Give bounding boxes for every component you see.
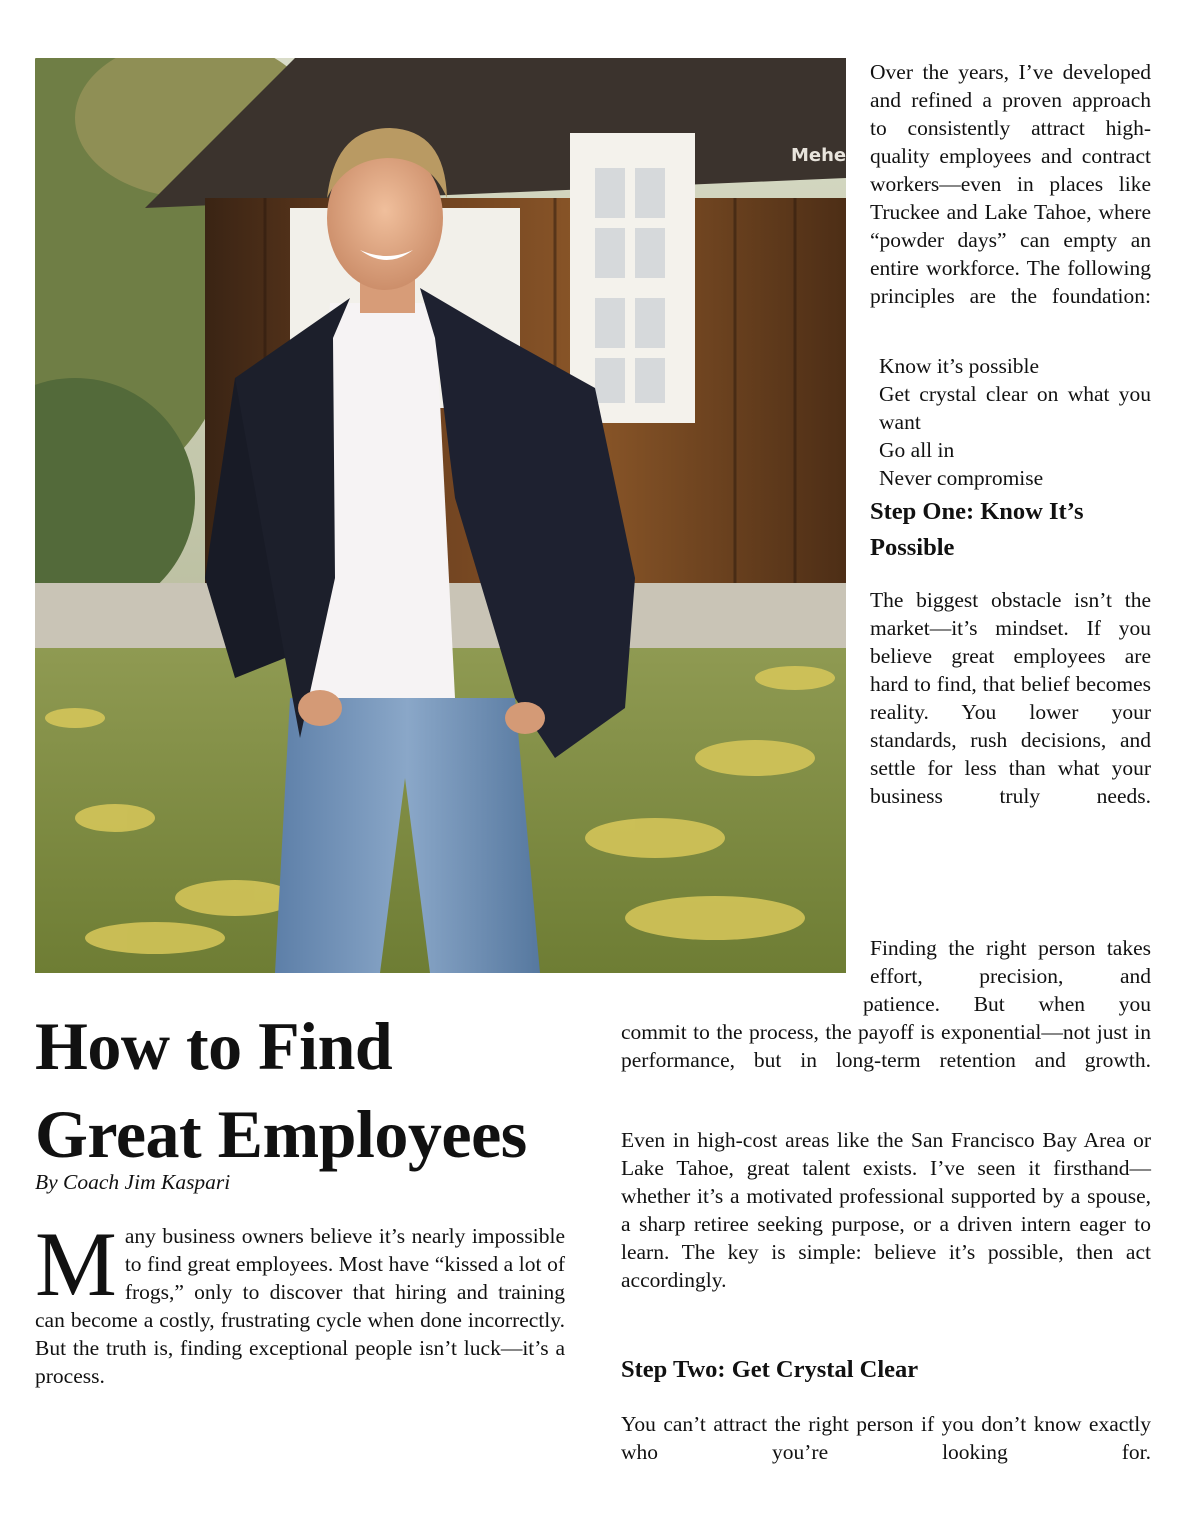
- principle-item: Never compromise: [879, 466, 1044, 490]
- step-one-paragraph-2-rest: commit to the process, the payoff is exponential—not just in performance, but in long-term retention and growth.: [621, 1020, 1151, 1072]
- step-one-paragraph-3: Even in high-cost areas like the San Francisco Bay Area or Lake Tahoe, great talent exists. I’ve seen it firsthand—whether it’s a motivated professional supported by a spouse, a sharp retiree seeking purpose, or a driven intern eager to learn. The key is simple: believe it’s possible, then act accordingly.: [621, 1128, 1151, 1292]
- article-title: [35, 1002, 595, 1178]
- cabin-sign-text: Mehe: [791, 145, 846, 166]
- intro-paragraph: any business owners believe it’s nearly impossible to find great employees. Most have “kissed a lot of frogs,” only to discover that hiring and training can become a costly, frustrating cycle when done incorrectly. But the truth is, finding exceptional people isn’t luck—it’s a process.: [35, 1224, 565, 1388]
- principle-item: Go all in: [879, 438, 955, 462]
- intro-approach-paragraph: Over the years, I’ve developed and refined a proven approach to consistently attract high-quality employees and contract workers—even in places like Truckee and Lake Tahoe, where “powder days” can empty an entire workforce. The following principles are the foundation:: [870, 60, 1151, 308]
- title-line-2: Great Employees: [35, 1096, 527, 1172]
- step-two-paragraph-1: You can’t attract the right person if you don’t know exactly who you’re looking for.: [621, 1412, 1151, 1464]
- step-one-paragraph-1: The biggest obstacle isn’t the market—it’s mindset. If you believe great employees are hard to find, that belief becomes reality. You lower your standards, rush decisions, and settle for less than what your business truly needs.: [870, 588, 1151, 808]
- intro-section: [35, 1213, 565, 1418]
- step-two-heading: Step Two: Get Crystal Clear: [621, 1356, 919, 1383]
- byline: By Coach Jim Kaspari: [35, 1170, 231, 1194]
- principle-item: Get crystal clear on what you want: [879, 382, 1151, 434]
- step-one-heading: Step One: Know It’s Possible: [870, 498, 1084, 561]
- author-portrait-photo: [35, 58, 846, 973]
- right-column: [870, 58, 1151, 838]
- drop-cap: M: [35, 1213, 117, 1315]
- principle-item: Know it’s possible: [879, 354, 1040, 378]
- principles-list: [870, 352, 1151, 492]
- step-one-paragraph-2-lead: Finding the right person takes effort, precision, and: [870, 936, 1151, 988]
- middle-column: [621, 1018, 1151, 1494]
- title-line-1: How to Find: [35, 1008, 393, 1084]
- step-one-paragraph-2-line3-text: patience. But when you: [863, 992, 1151, 1016]
